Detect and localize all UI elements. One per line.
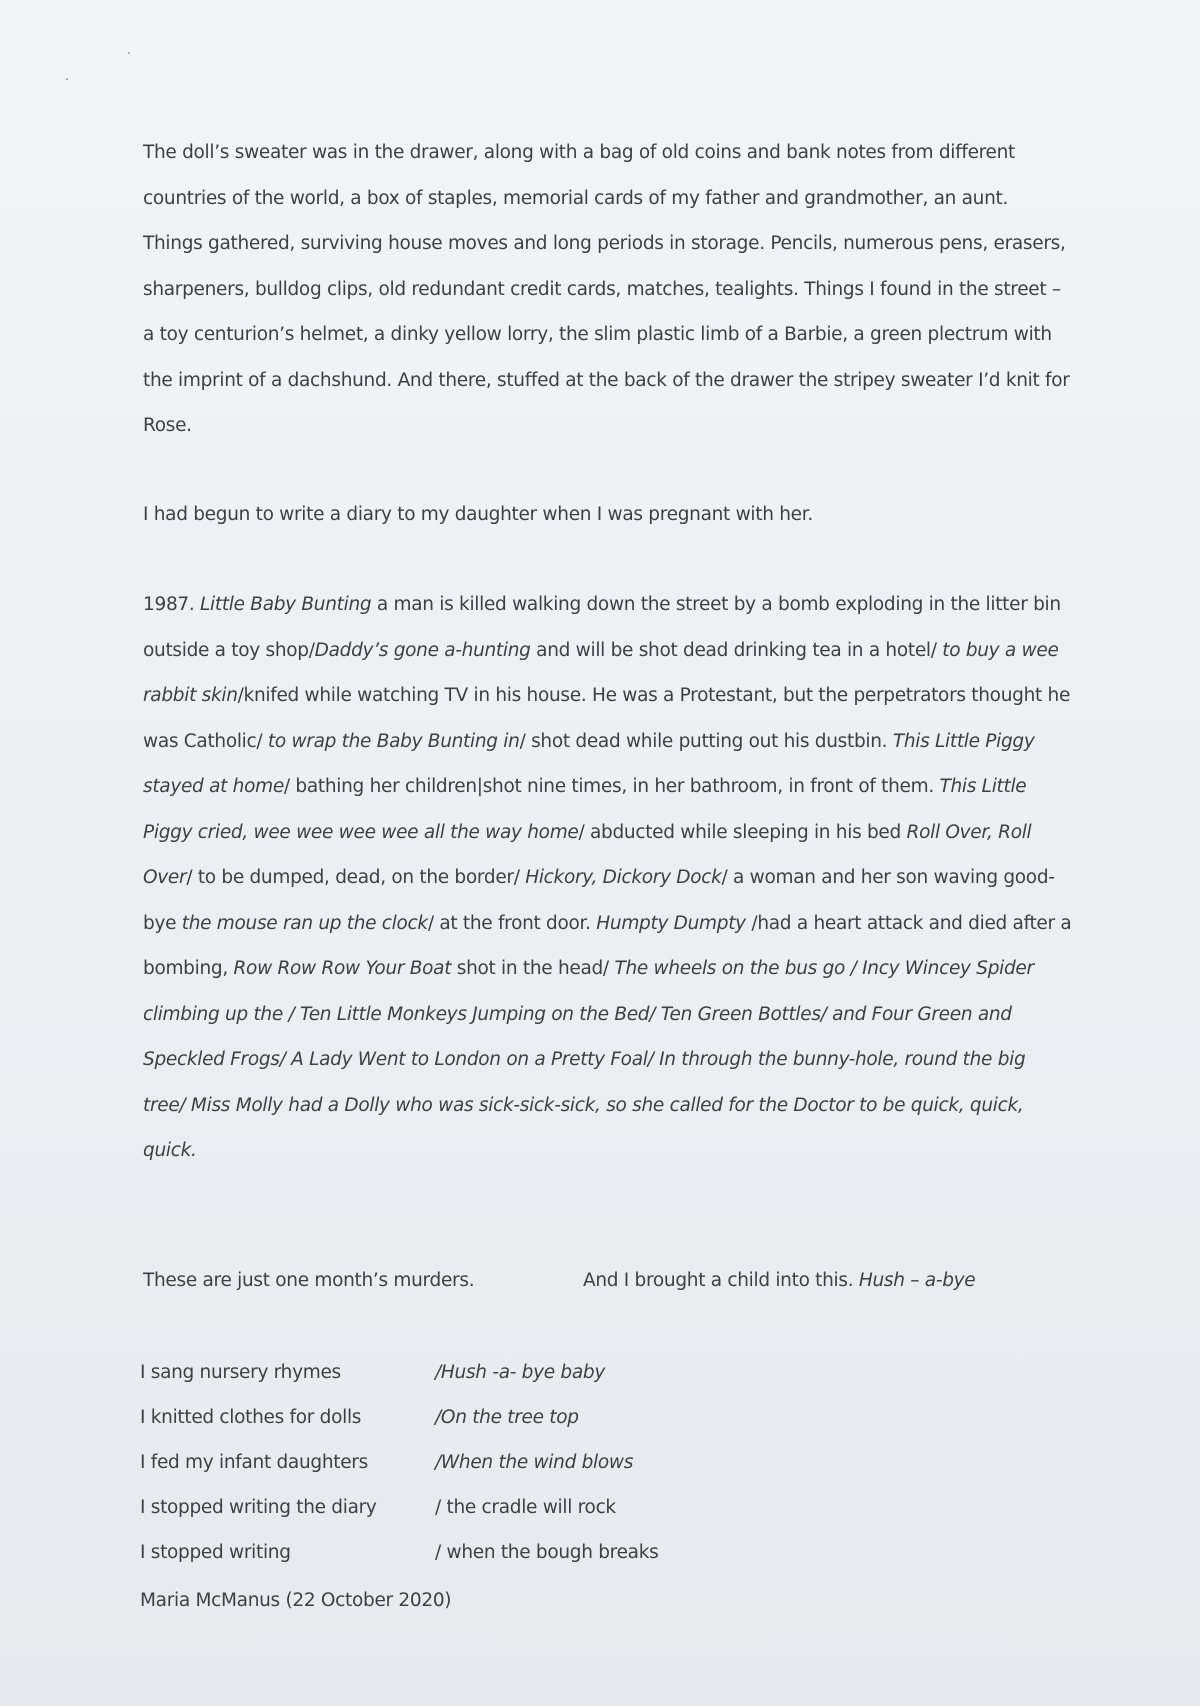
event-fragment: shot in the head/	[451, 958, 615, 979]
verse-left: I knitted clothes for dolls	[140, 1407, 362, 1428]
event-fragment: / to be dumped, dead, on the border/	[186, 867, 526, 888]
event-fragment: 1987.	[143, 594, 201, 615]
verse-left: I sang nursery rhymes	[140, 1362, 341, 1383]
event-fragment: / shot dead while putting out his dustbin.	[519, 730, 893, 752]
event-fragment: a man is killed walking down the street by a bomb exploding in the litter bin outside a toy shop/	[143, 594, 1061, 661]
rhyme-fragment: to buy a wee rabbit skin	[143, 639, 1059, 706]
child-text-italic: Hush – a-bye	[858, 1270, 976, 1291]
rhyme-fragment: Row Row Row Your Boat	[233, 958, 452, 979]
verse-right: / when the bough breaks	[435, 1542, 659, 1563]
rhyme-fragment: The wheels on the bus go / Incy Wincey Spider climbing up the / Ten Little Monkeys Jumping on the Bed/ Ten Green Bottles/ and Four Green and Speckled Frogs/ A Lady Went to London on a Pretty Foal/ In through the bunny-hole, round the big tree/ Miss Molly had a Dolly who was sick-sick-sick, so she called for the Doctor to be quick, quick, quick.	[143, 958, 1034, 1161]
paper-speck	[66, 78, 68, 80]
rhyme-fragment: Little Baby Bunting	[200, 594, 372, 615]
event-fragment: and will be shot dead drinking tea in a hotel/	[530, 639, 943, 661]
verse-left: I stopped writing	[140, 1542, 291, 1563]
event-fragment: /had a heart attack and died after a bombing,	[143, 912, 1072, 979]
child-text-plain: And I brought a child into this.	[583, 1270, 859, 1291]
paragraph-diary: I had begun to write a diary to my daughter when I was pregnant with her.	[143, 504, 813, 525]
author-signature: Maria McManus (22 October 2020)	[140, 1590, 452, 1611]
verse-right: /Hush -a- bye baby	[435, 1362, 606, 1383]
verse-block	[140, 1350, 840, 1575]
rhyme-fragment: Hickory, Dickory Dock	[525, 867, 722, 888]
event-fragment: /knifed while watching TV in his house. He was a Protestant, but the perpetrators thought he was Catholic/	[143, 685, 1071, 752]
event-fragment: / at the front door.	[427, 912, 597, 934]
paragraph-drawer: The doll’s sweater was in the drawer, along with a bag of old coins and bank notes from different countries of the world, a box of staples, memorial cards of my father and grandmother, an aunt. Things gathered, surviving house moves and long periods in storage. Pencils, numerous pens, erasers, sharpeners, bulldog clips, old redundant credit cards, matches, tealights. Things I found in the street – a toy centurion’s helmet, a dinky yellow lorry, the slim plastic limb of a Barbie, a green plectrum with the imprint of a dachshund. And there, stuffed at the back of the drawer the stripey sweater I’d knit for Rose.	[143, 142, 1070, 436]
rhyme-fragment: the mouse ran up the clock	[181, 912, 428, 934]
murders-text: These are just one month’s murders.	[143, 1270, 475, 1291]
verse-right: / the cradle will rock	[435, 1497, 616, 1518]
paragraph-murders	[143, 1258, 1073, 1304]
rhyme-fragment: Humpty Dumpty	[596, 912, 746, 934]
verse-right: /When the wind blows	[435, 1452, 634, 1473]
event-fragment: / bathing her children|shot nine times, in her bathroom, in front of them.	[283, 776, 940, 797]
verse-left: I stopped writing the diary	[140, 1497, 377, 1518]
rhyme-fragment: This Little Piggy cried, wee wee wee wee all the way home	[143, 776, 1027, 843]
rhyme-fragment: Roll Over, Roll Over	[143, 821, 1032, 888]
rhyme-fragment: This Little Piggy stayed at home	[143, 730, 1035, 797]
verse-left: I fed my infant daughters	[140, 1452, 368, 1473]
rhyme-fragment: Daddy’s gone a-hunting	[314, 639, 531, 661]
verse-line	[140, 1530, 840, 1575]
event-fragment: / a woman and her son waving good-bye	[143, 867, 1055, 934]
child-text	[583, 1258, 975, 1304]
verse-line	[140, 1485, 840, 1530]
event-fragment: / abducted while sleeping in his bed	[578, 821, 907, 843]
paragraph-nursery-rhymes	[143, 582, 1073, 1174]
verse-right: /On the tree top	[435, 1407, 579, 1428]
paper-speck	[128, 52, 130, 54]
verse-line	[140, 1440, 840, 1485]
rhyme-fragment: to wrap the Baby Bunting in	[267, 730, 520, 752]
verse-line	[140, 1395, 840, 1440]
verse-line	[140, 1350, 840, 1395]
